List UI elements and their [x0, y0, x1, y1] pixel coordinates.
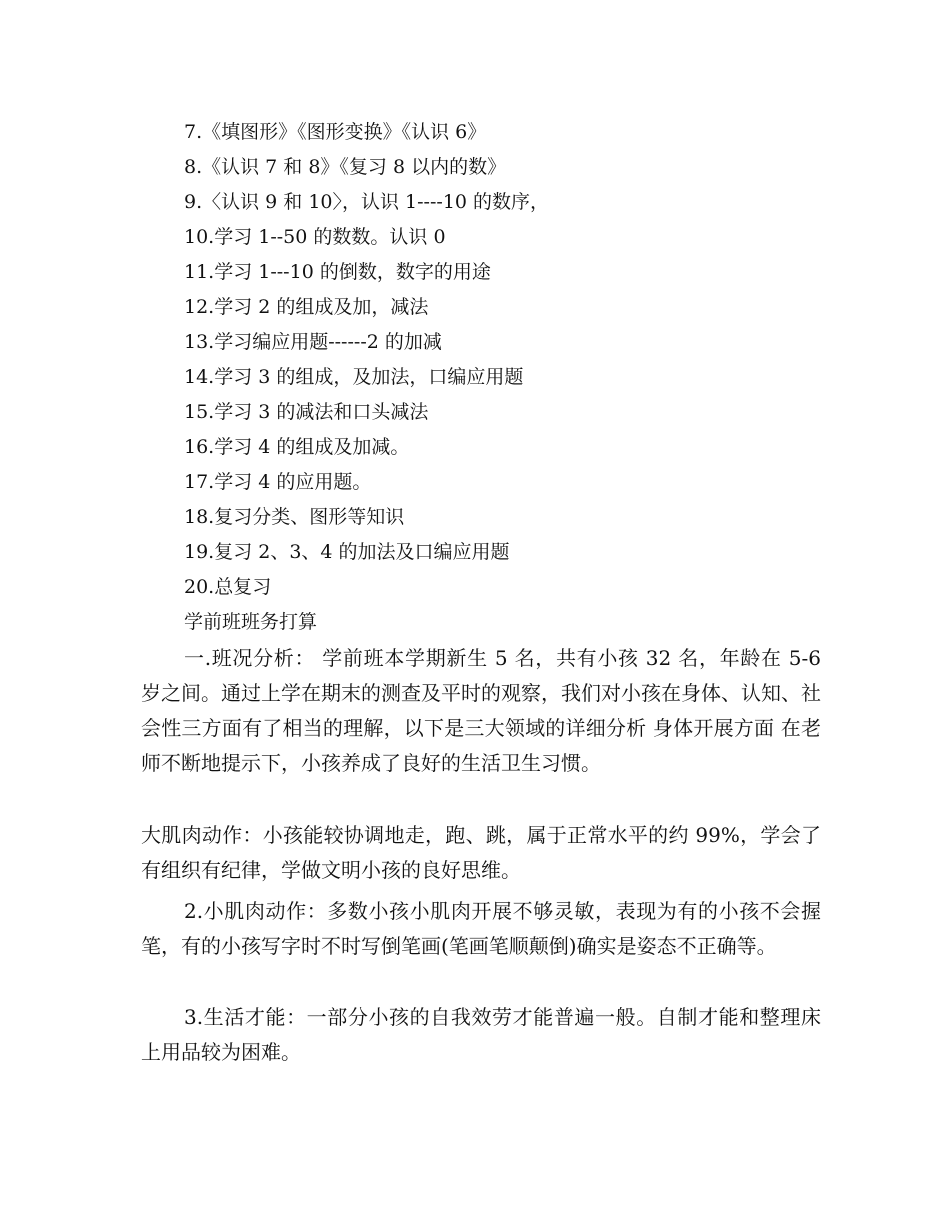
list-item: 10.学习 1--50 的数数。认识 0 — [184, 226, 446, 248]
list-item: 8.《认识 7 和 8》《复习 8 以内的数》 — [184, 156, 507, 178]
list-item: 14.学习 3 的组成，及加法，口编应用题 — [184, 366, 524, 388]
fine-motor-paragraph: 2.小肌肉动作：多数小孩小肌肉开展不够灵敏，表现为有的小孩不会握笔，有的小孩写字时不时写倒笔画(笔画笔顺颠倒)确实是姿态不正确等。 — [141, 899, 821, 958]
list-item: 17.学习 4 的应用题。 — [184, 471, 372, 493]
list-item: 13.学习编应用题------2 的加减 — [184, 331, 442, 353]
list-item: 12.学习 2 的组成及加，减法 — [184, 296, 429, 318]
list-item: 18.复习分类、图形等知识 — [184, 506, 405, 528]
lesson-list — [184, 115, 824, 605]
class-analysis-paragraph: 一.班况分析： 学前班本学期新生 5 名，共有小孩 32 名，年龄在 5-6 岁之间。通过上学在期末的测查及平时的观察，我们对小孩在身体、认知、社会性三方面有了相当的理解，以下是三大领域的详细分析 身体开展方面 在老师不断地提示下，小孩养成了良好的生活卫生习惯。 — [141, 646, 821, 775]
section-title: 学前班班务打算 — [184, 611, 318, 633]
list-item: 20.总复习 — [184, 576, 272, 598]
list-item: 19.复习 2、3、4 的加法及口编应用题 — [184, 541, 510, 563]
life-skills-paragraph: 3.生活才能：一部分小孩的自我效劳才能普遍一般。自制才能和整理床上用品较为困难。 — [141, 1005, 821, 1064]
list-item: 9.〈认识 9 和 10〉，认识 1----10 的数序， — [184, 191, 550, 213]
list-item: 11.学习 1---10 的倒数，数字的用途 — [184, 261, 491, 283]
list-item: 15.学习 3 的减法和口头减法 — [184, 401, 429, 423]
gross-motor-paragraph: 大肌肉动作：小孩能较协调地走，跑、跳，属于正常水平的约 99%，学会了有组织有纪律，学做文明小孩的良好思维。 — [141, 823, 821, 882]
list-item: 16.学习 4 的组成及加减。 — [184, 436, 410, 458]
list-item: 7.《填图形》《图形变换》《认识 6》 — [184, 121, 487, 143]
